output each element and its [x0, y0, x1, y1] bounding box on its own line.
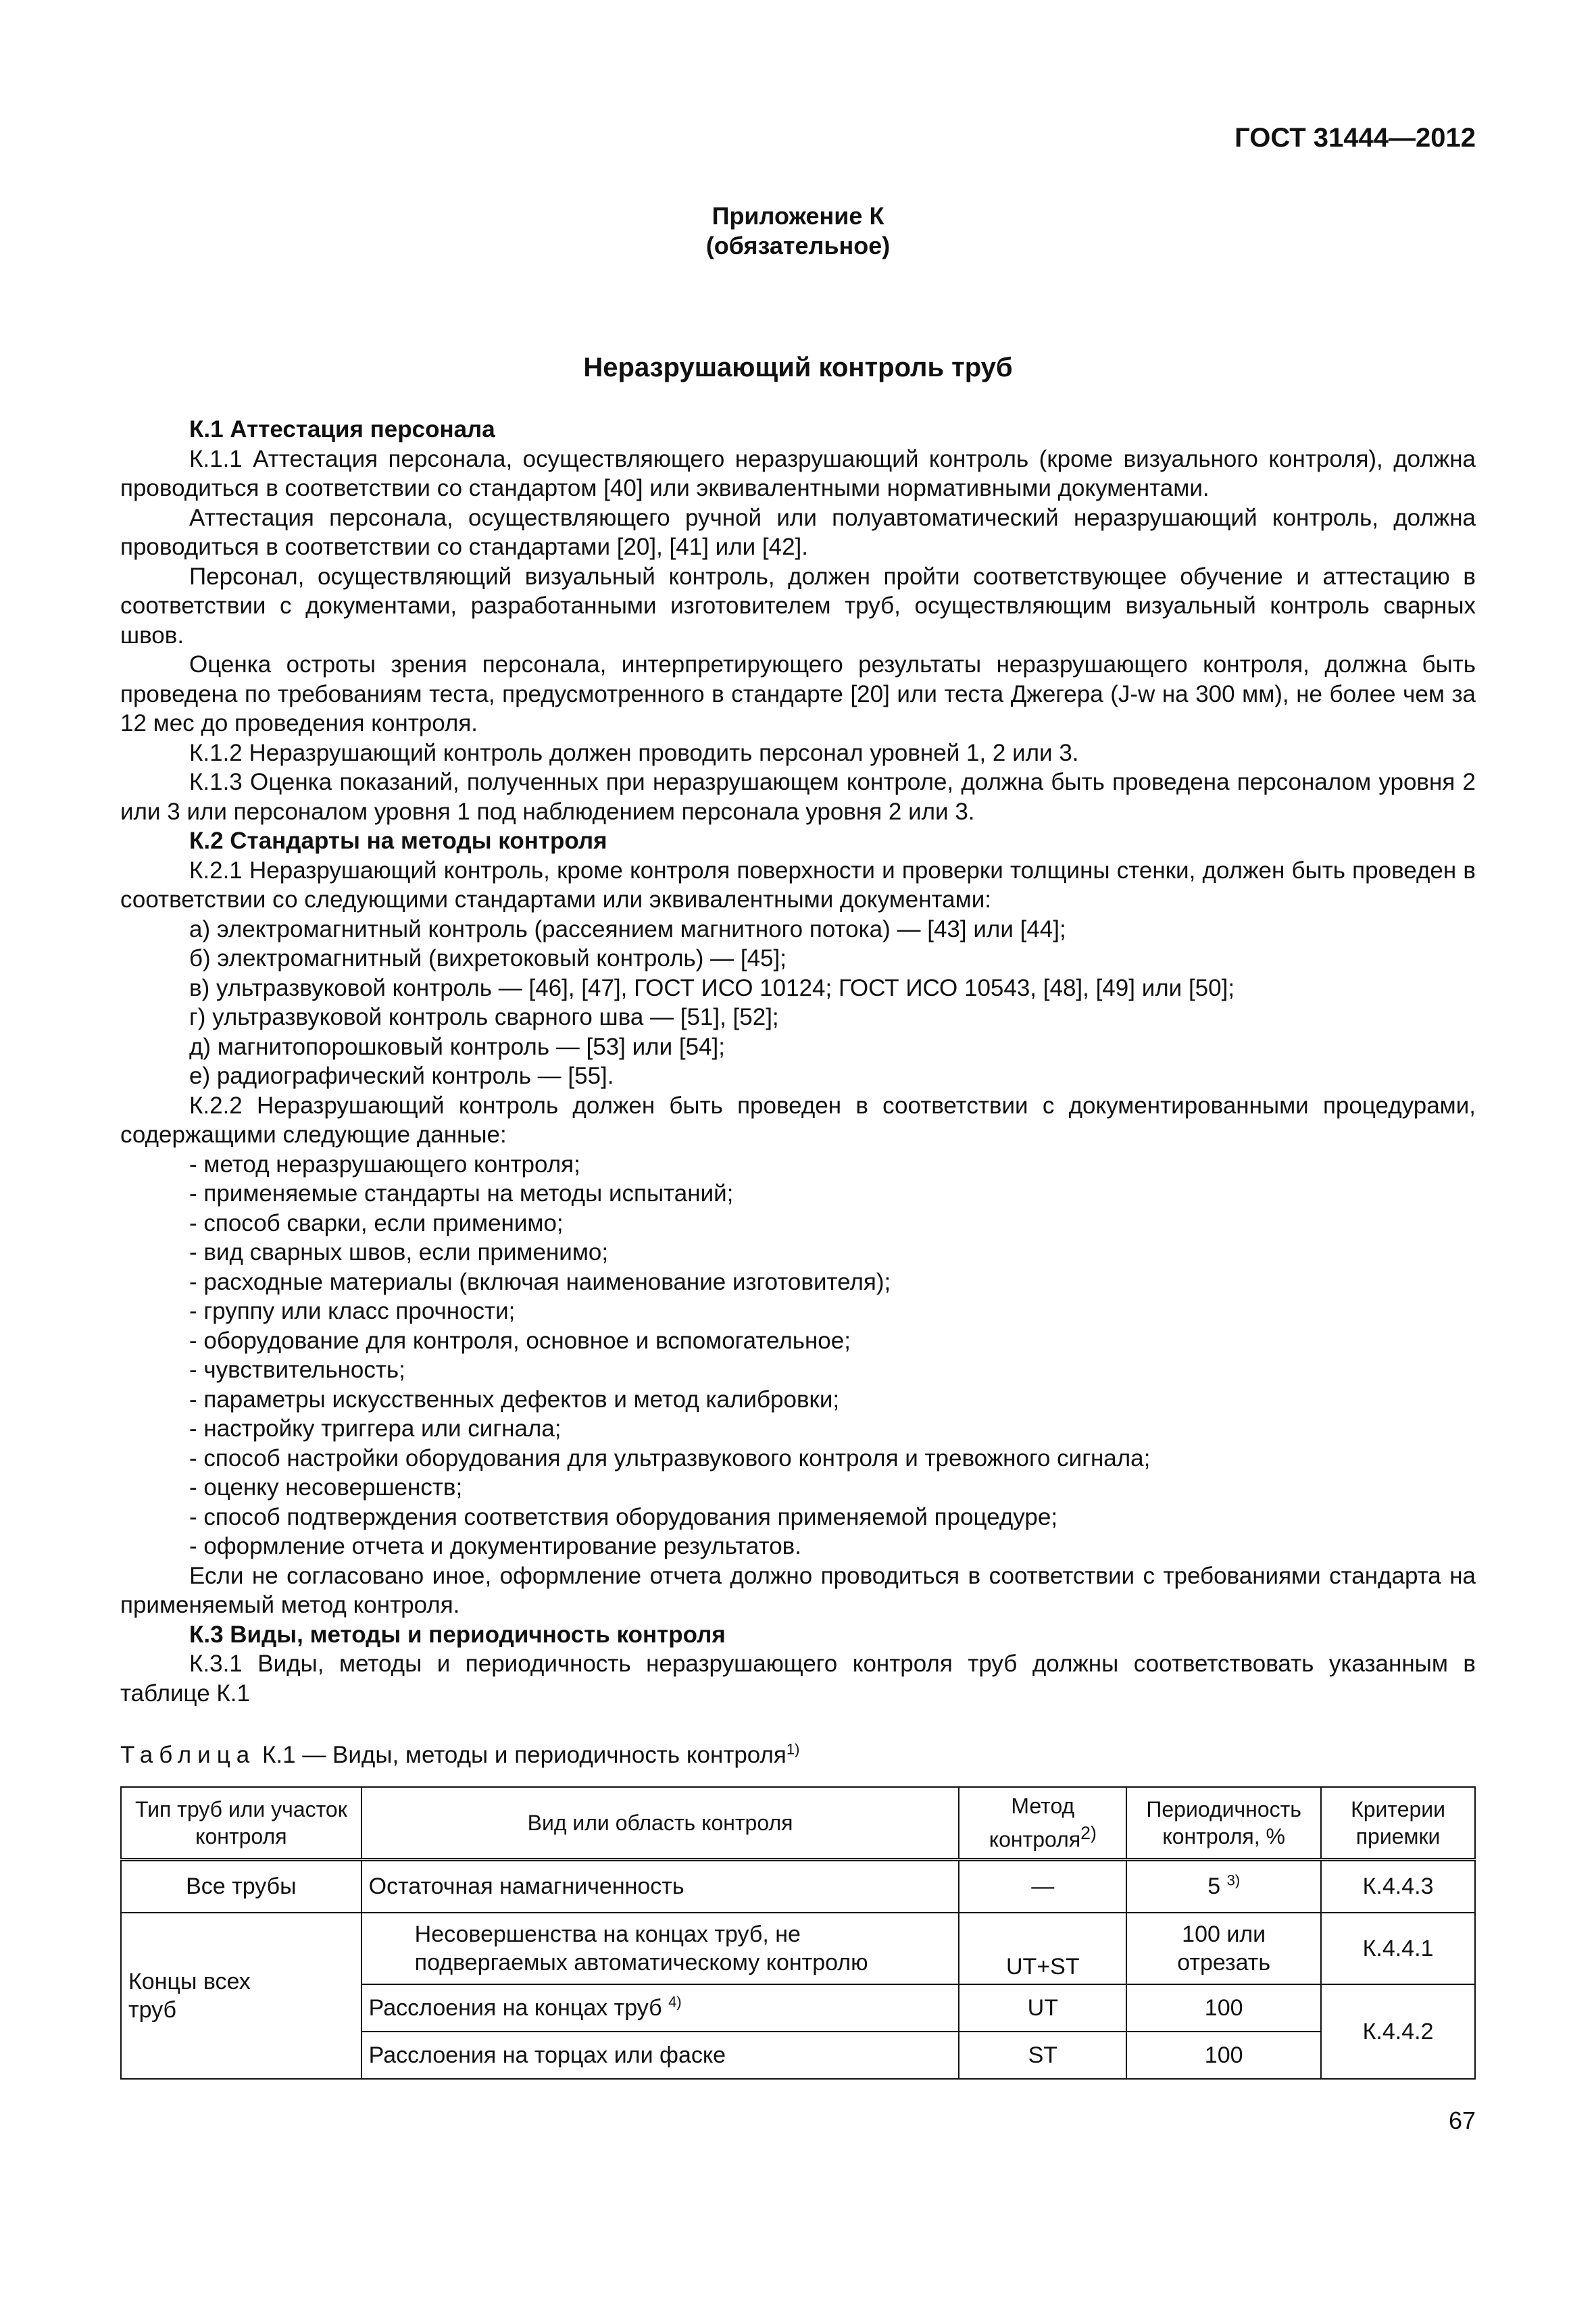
procedure-list-item: - чувствительность; — [189, 1357, 405, 1383]
appendix-title: Приложение К — [712, 202, 884, 230]
cell-frequency: 5 $^{3)}$ — [1126, 1860, 1321, 1913]
header-control-area: Вид или область контроля — [361, 1787, 959, 1860]
document-body — [120, 415, 1476, 1708]
appendix-heading — [0, 201, 1596, 261]
method-list-item: в) ультразвуковой контроль — [46], [47], ГОСТ ИСО 10124; ГОСТ ИСО 10543, [48], [49] или [50]; — [189, 974, 1235, 1001]
table-caption — [120, 1742, 799, 1769]
page-title: Неразрушающий контроль труб — [583, 353, 1013, 382]
table-caption-footnote: 1) — [786, 1740, 800, 1758]
standard-number: ГОСТ 31444—2012 — [1235, 123, 1476, 153]
table-caption-word: Таблица — [120, 1742, 256, 1768]
procedure-list-item: - оценку несовершенств; — [189, 1474, 463, 1501]
section-heading-k3: К.3 Виды, методы и периодичность контроля — [189, 1621, 726, 1648]
cell-criteria: К.4.4.2 — [1321, 1984, 1475, 2079]
control-table — [120, 1786, 1476, 2080]
paragraph-k1-2: Аттестация персонала, осуществляющего ручной или полуавтоматический неразрушающий контроль, должна проводиться в соответствии со стандартами [20], [41] или [42]. — [120, 504, 1476, 560]
cell-frequency: 100 — [1126, 1984, 1321, 2032]
method-list-item: а) электромагнитный контроль (рассеянием магнитного потока) — [43] или [44]; — [189, 915, 1066, 942]
procedure-list-item: - настройку триггера или сигнала; — [189, 1415, 562, 1442]
paragraph-k2-3: Если не согласовано иное, оформление отчета должно проводиться в соответствии с требованиями стандарта на применяемый метод контроля. — [120, 1562, 1476, 1618]
procedure-list-item: - оборудование для контроля, основное и вспомогательное; — [189, 1327, 851, 1354]
paragraph-k1-5: К.1.2 Неразрушающий контроль должен проводить персонал уровней 1, 2 или 3. — [189, 739, 1079, 766]
procedure-list-item: - способ сварки, если применимо; — [189, 1209, 564, 1236]
paragraph-k1-4: Оценка остроты зрения персонала, интерпретирующего результаты неразрушающего контроля, должна быть проведена по требованиям теста, предусмотренного в стандарте [20] или теста Джегера (J-w на 300 мм), не более чем за 12 мес до проведения контроля. — [120, 651, 1476, 736]
section-heading-k1: К.1 Аттестация персонала — [189, 416, 495, 443]
procedure-list-item: - способ подтверждения соответствия оборудования применяемой процедуре; — [189, 1503, 1058, 1530]
procedure-list-item: - параметры искусственных дефектов и метод калибровки; — [189, 1386, 840, 1413]
paragraph-k2-1: К.2.1 Неразрушающий контроль, кроме контроля поверхности и проверки толщины стенки, должен быть проведен в соответствии со следующими стандартами или эквивалентными документами: — [120, 857, 1476, 913]
paragraph-k2-2: К.2.2 Неразрушающий контроль должен быть проведен в соответствии с документированными процедурами, содержащими следующие данные: — [120, 1092, 1476, 1148]
procedure-list-item: - вид сварных швов, если применимо; — [189, 1239, 609, 1265]
table-row — [121, 1913, 1475, 1984]
procedure-list-item: - метод неразрушающего контроля; — [189, 1151, 580, 1178]
cell-method: UT — [959, 1984, 1126, 2032]
section-heading-k2: К.2 Стандарты на методы контроля — [189, 828, 607, 854]
cell-frequency: 100 — [1126, 2032, 1321, 2079]
method-list-item: е) радиографический контроль — [55]. — [189, 1063, 614, 1089]
cell-method: ST — [959, 2032, 1126, 2079]
cell-control-area: Расслоения на концах труб $^{4)}$ — [361, 1984, 959, 2032]
header-method: Метод контроля$^{2)}$ — [959, 1787, 1126, 1860]
cell-frequency: 100 или отрезать — [1126, 1913, 1321, 1984]
procedure-list-item: - расходные материалы (включая наименование изготовителя); — [189, 1268, 891, 1295]
header-frequency: Периодичность контроля, % — [1126, 1787, 1321, 1860]
paragraph-k3-1: К.3.1 Виды, методы и периодичность неразрушающего контроля труб должны соответствовать указанным в таблице К.1 — [120, 1651, 1476, 1707]
cell-criteria: К.4.4.1 — [1321, 1913, 1475, 1984]
paragraph-k1-1: К.1.1 Аттестация персонала, осуществляющего неразрушающий контроль (кроме визуального контроля), должна проводиться в соответствии со стандартом [40] или эквивалентными нормативными документами. — [120, 445, 1476, 501]
cell-criteria: К.4.4.3 — [1321, 1860, 1475, 1913]
page-number: 67 — [1448, 2107, 1476, 2134]
paragraph-k1-3: Персонал, осуществляющий визуальный контроль, должен пройти соответствующее обучение и аттестацию в соответствии с документами, разработанными изготовителем труб, осуществляющим визуальный контроль сварных швов. — [120, 563, 1476, 649]
cell-control-area: Остаточная намагниченность — [361, 1860, 959, 1913]
paragraph-k1-6: К.1.3 Оценка показаний, полученных при неразрушающем контроле, должна быть проведена персоналом уровня 2 или 3 или персоналом уровня 1 под наблюдением персонала уровня 2 или 3. — [120, 769, 1476, 825]
method-list-item: б) электромагнитный (вихретоковый контроль) — [45]; — [189, 945, 787, 972]
table-caption-text: К.1 — Виды, методы и периодичность контроля — [261, 1742, 787, 1768]
cell-pipe-type: Концы всех труб — [121, 1913, 361, 2079]
cell-pipe-type: Все трубы — [121, 1860, 361, 1913]
cell-method: — — [959, 1860, 1126, 1913]
cell-method: UT+ST — [959, 1913, 1126, 1984]
cell-control-area: Расслоения на торцах или фаске — [361, 2032, 959, 2079]
procedure-list-item: - способ настройки оборудования для ультразвукового контроля и тревожного сигнала; — [189, 1444, 1151, 1472]
header-pipe-type: Тип труб или участок контроля — [121, 1787, 361, 1860]
table-header-row — [121, 1787, 1475, 1860]
procedure-list-item: - оформление отчета и документирование результатов. — [189, 1533, 801, 1559]
appendix-status: (обязательное) — [705, 232, 891, 259]
method-list-item: г) ультразвуковой контроль сварного шва — [51], [52]; — [189, 1004, 779, 1030]
procedure-list-item: - применяемые стандарты на методы испытаний; — [189, 1180, 734, 1207]
method-list-item: д) магнитопорошковый контроль — [53] или [54]; — [189, 1033, 725, 1060]
table-row — [121, 1860, 1475, 1913]
cell-control-area: Несовершенства на концах труб, не подвергаемых автоматическому контролю — [361, 1913, 959, 1984]
procedure-list-item: - группу или класс прочности; — [189, 1298, 516, 1324]
header-criteria: Критерии приемки — [1321, 1787, 1475, 1860]
